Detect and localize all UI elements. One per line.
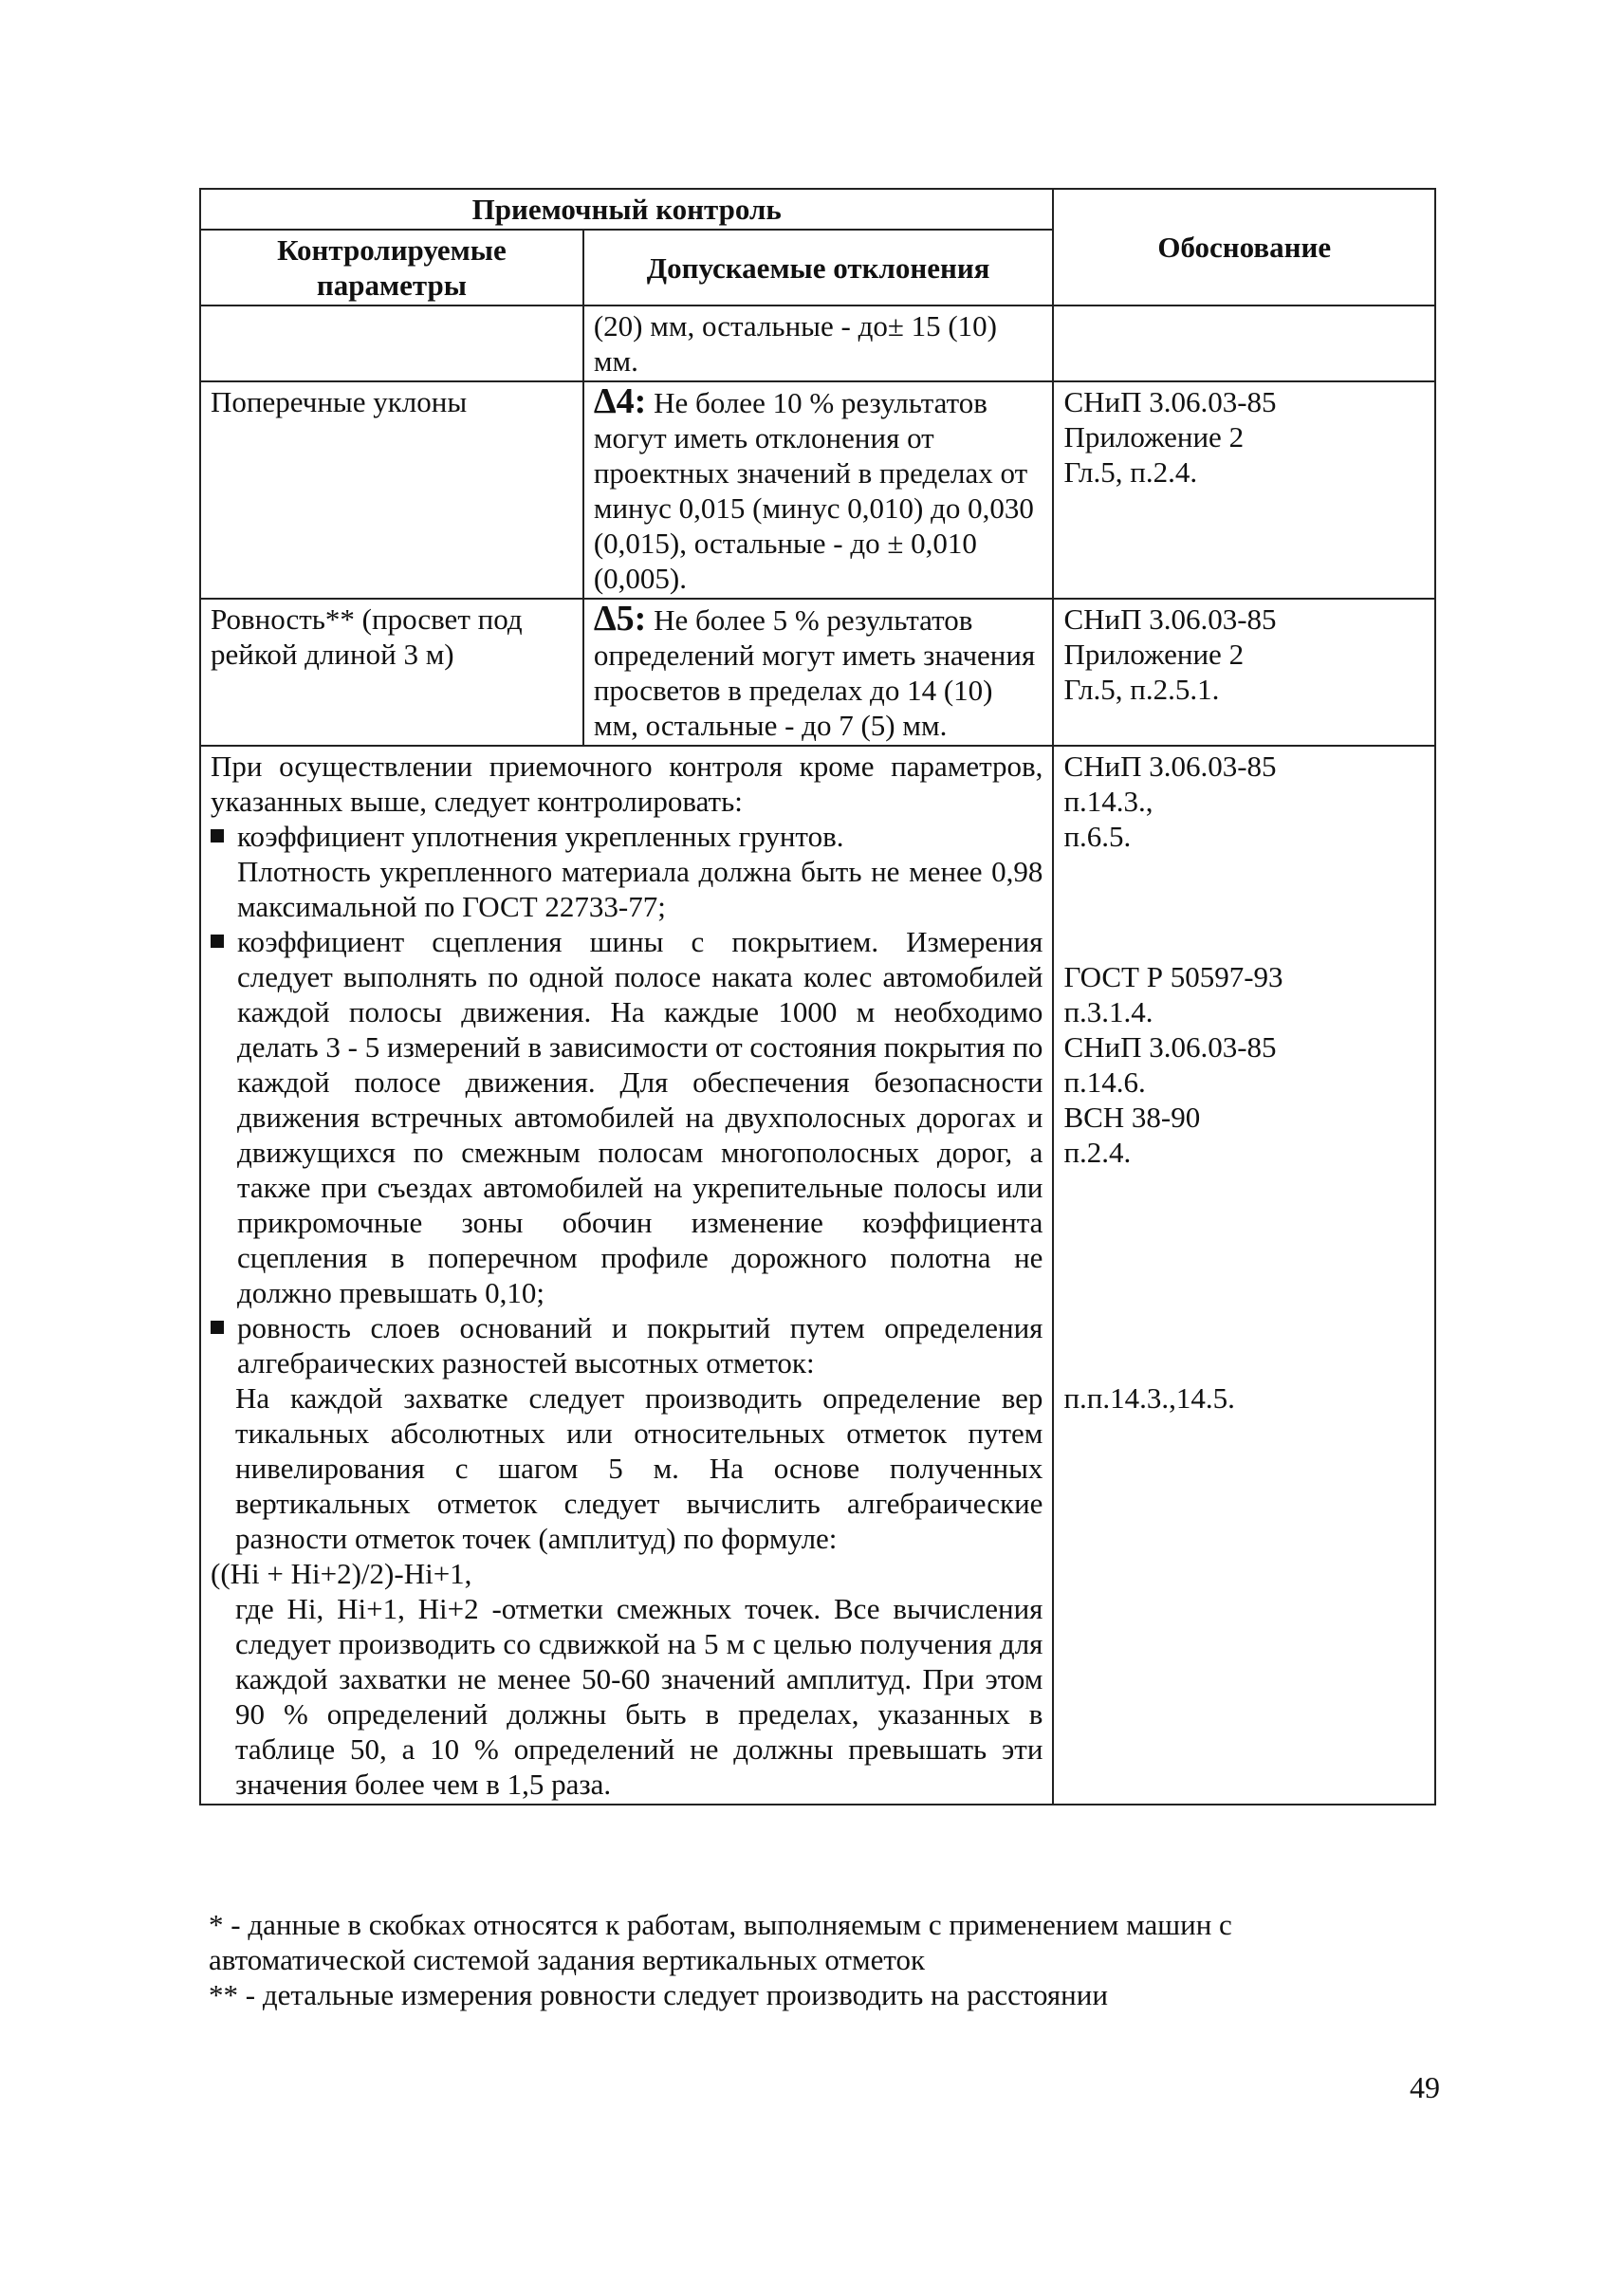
acceptance-control-table	[199, 188, 1436, 1805]
row2-basis	[1053, 599, 1435, 746]
row1-deviation	[583, 381, 1054, 599]
basis-line: п.п.14.3.,14.5.	[1063, 1381, 1235, 1415]
table-header-row	[200, 189, 1435, 230]
intro-text: При осуществлении приемочного контроля кроме параметров, указанных выше, следует контролировать:	[211, 750, 1043, 818]
item2-text: коэффициент сцепления шины с покрытием. Измерения следует выполнять по одной полосе наката колес автомобилей каждой полосы движения. На каждые 1000 м необходимо делать 3 - 5 измерений в зависимости от состояния покрытия по каждой полосе движения. Для обеспечения безопасности движения встречных автомобилей на двухполосных дорогах и движущихся по смежным полосам многополосных дорог, а также при съездах автомобилей на укрепительные полосы или прикромочные зоны обочин изменение коэффициента сцепления в поперечном профиле дорожного полотна не должно превышать 0,10;	[237, 925, 1043, 1309]
bullet-square-icon	[211, 829, 224, 842]
list-item	[211, 1310, 1043, 1380]
basis-line: СНиП 3.06.03-85	[1063, 1030, 1277, 1064]
page-number: 49	[1410, 2070, 1440, 2104]
table-row	[200, 599, 1435, 746]
basis-line: Приложение 2	[1063, 638, 1245, 671]
row1-param: Поперечные уклоны	[200, 381, 583, 599]
basis-line: п.2.4.	[1063, 1136, 1132, 1169]
delta-label: Δ4:	[593, 381, 647, 421]
basis-line: СНиП 3.06.03-85	[1063, 750, 1277, 783]
header-parameters: Контролируемые параметры	[200, 230, 583, 306]
list-item	[211, 819, 1043, 924]
table-row	[200, 306, 1435, 381]
basis-line: Приложение 2	[1063, 420, 1245, 454]
additional-controls-cell	[200, 746, 1053, 1805]
header-group: Приемочный контроль	[200, 189, 1053, 230]
formula: ((Hi + Hi+2)/2)-Hi+1,	[211, 1557, 472, 1590]
row2-param: Ровность** (просвет под рейкой длиной 3 м)	[200, 599, 583, 746]
deviation-text: Не более 5 % результатов определений могут иметь значения просветов в пределах до 14 (10) мм, остальные - до 7 (5) мм.	[593, 603, 1036, 742]
footnote-1: * - данные в скобках относятся к работам, выполняемым с применением машин с автоматической системой задания вертикальных отметок	[209, 1908, 1232, 1976]
deviation-text: Не более 10 % результатов могут иметь отклонения от проектных значений в пределах от минус 0,015 (минус 0,010) до 0,030 (0,015), остальные - до ± 0,010 (0,005).	[593, 386, 1034, 595]
bullet-square-icon	[211, 935, 224, 948]
item1-text: коэффициент уплотнения укрепленных грунтов.	[237, 820, 844, 853]
basis-line: п.6.5.	[1063, 820, 1132, 853]
footnotes	[209, 1907, 1423, 2012]
list-item	[211, 924, 1043, 1310]
basis-line: СНиП 3.06.03-85	[1063, 602, 1277, 636]
table-row-wide	[200, 746, 1435, 1805]
para2: где Hi, Hi+1, Hi+2 -отметки смежных точек. Все вычисления следует производить со сдвижкой на 5 м с целью получения для каждой захватки не менее 50-60 значений амплитуд. При этом 90 % определений должны быть в пределах, указанных в таблице 50, а 10 % определений не должны превышать эти значения более чем в 1,5 раза.	[235, 1592, 1043, 1801]
basis-line: ГОСТ Р 50597-93	[1063, 960, 1283, 993]
additional-controls-basis	[1053, 746, 1435, 1805]
table-row	[200, 381, 1435, 599]
bullet-square-icon	[211, 1321, 224, 1334]
row2-deviation	[583, 599, 1054, 746]
para1: На каждой захватке следует производить определение вер тикальных абсолютных или относительных отметок путем нивелирования с шагом 5 м. На основе полученных вертикальных отметок следует вычислить алгебраические разности отметок точек (амплитуд) по формуле:	[235, 1381, 1043, 1555]
basis-line: СНиП 3.06.03-85	[1063, 385, 1277, 418]
header-basis: Обоснование	[1053, 189, 1435, 306]
basis-line: Гл.5, п.2.5.1.	[1063, 673, 1220, 706]
row1-basis	[1053, 381, 1435, 599]
row0-deviation: (20) мм, остальные - до± 15 (10) мм.	[583, 306, 1054, 381]
basis-line: п.14.3.,	[1063, 785, 1153, 818]
row0-basis	[1053, 306, 1435, 381]
delta-label: Δ5:	[593, 599, 647, 639]
item1-note: Плотность укрепленного материала должна быть не менее 0,98 максимальной по ГОСТ 22733-77;	[237, 855, 1043, 923]
row0-param	[200, 306, 583, 381]
footnote-2: ** - детальные измерения ровности следует производить на расстоянии	[209, 1978, 1108, 2011]
basis-line: п.3.1.4.	[1063, 995, 1153, 1028]
basis-line: Гл.5, п.2.4.	[1063, 455, 1198, 489]
header-deviations: Допускаемые отклонения	[583, 230, 1054, 306]
basis-line: п.14.6.	[1063, 1065, 1146, 1099]
item3-text: ровность слоев оснований и покрытий путем определения алгебраических разностей высотных отметок:	[237, 1311, 1043, 1379]
basis-line: ВСН 38-90	[1063, 1101, 1201, 1134]
